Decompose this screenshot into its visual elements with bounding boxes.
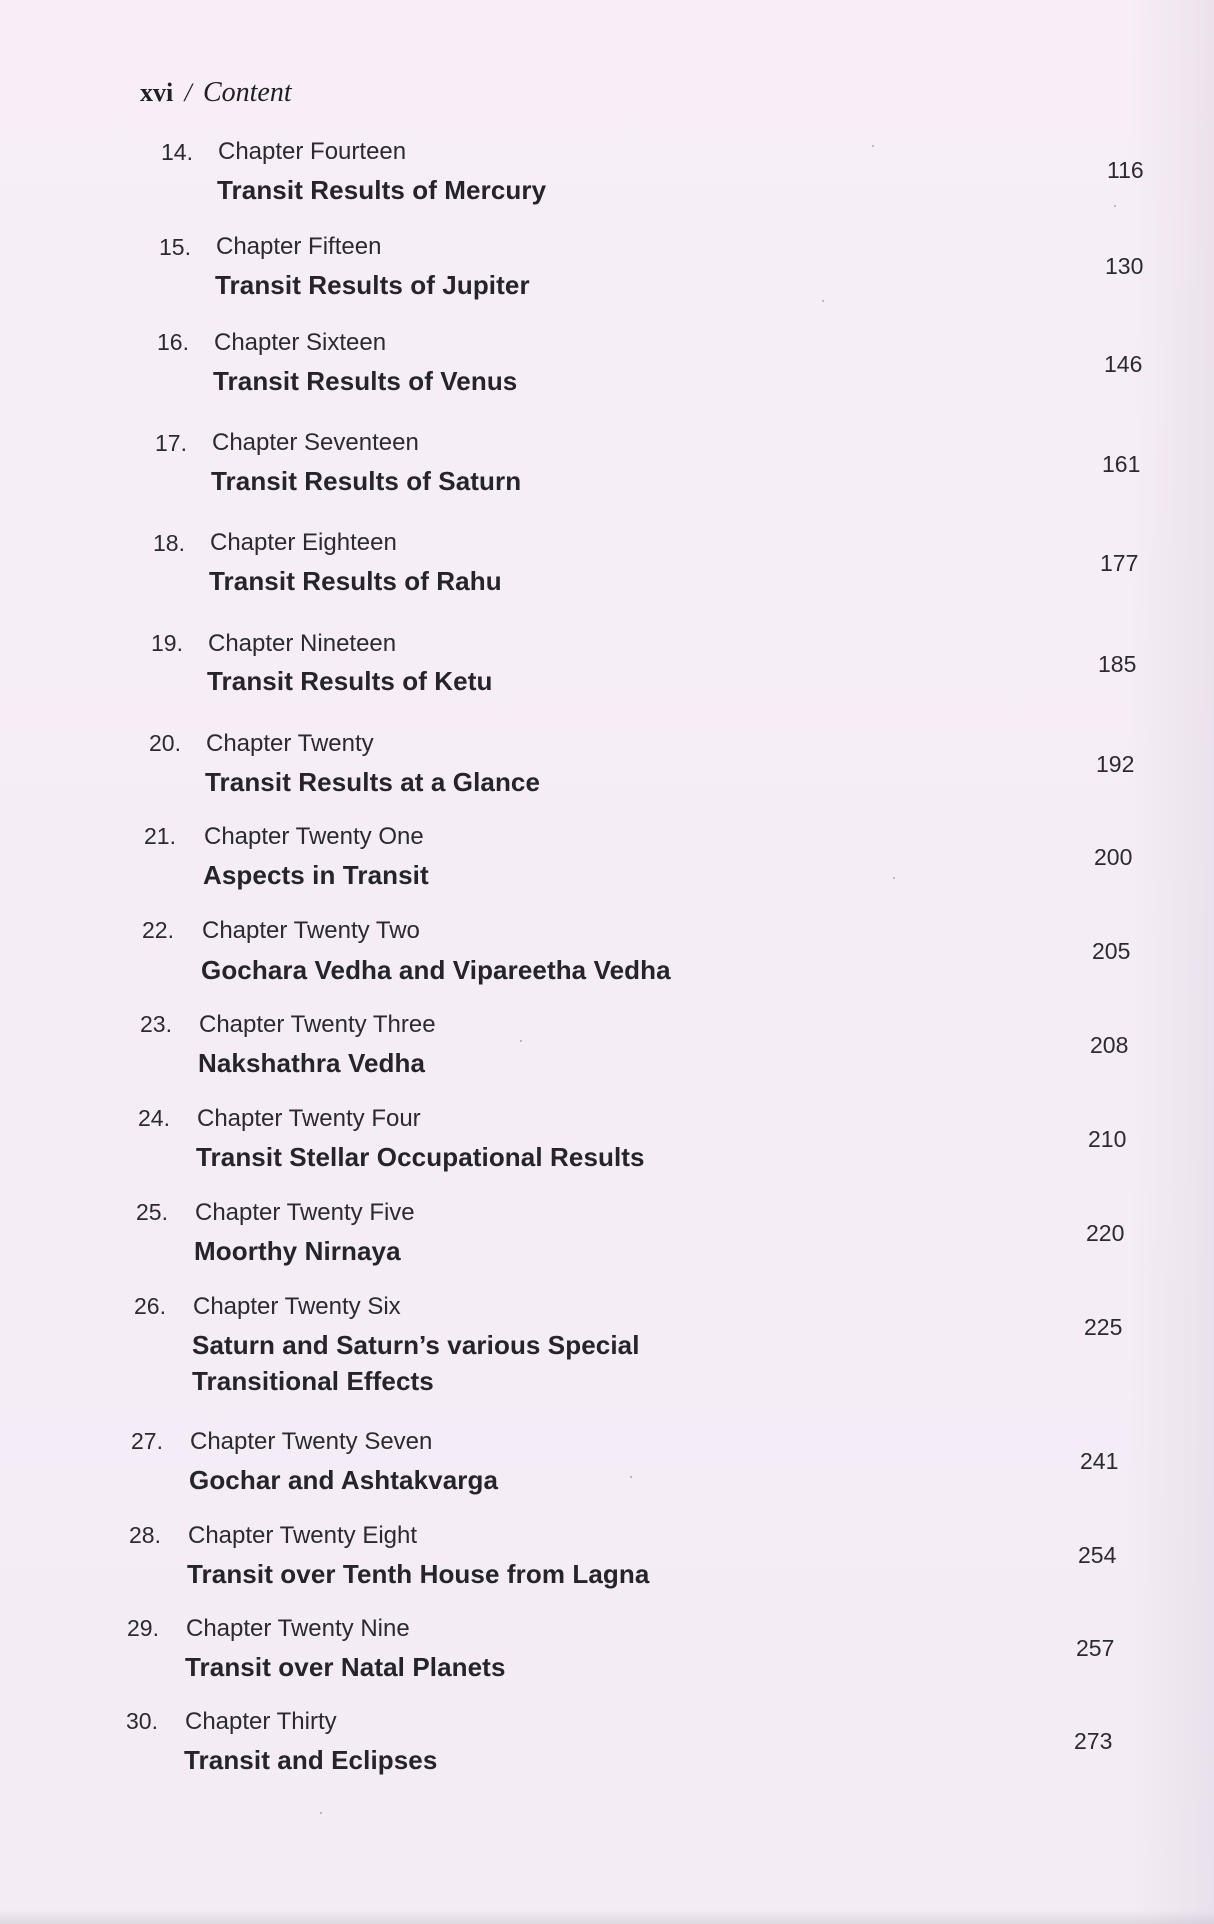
chapter-title: Aspects in Transit bbox=[203, 860, 429, 890]
chapter-title: Transit Results of Mercury bbox=[217, 175, 547, 205]
chapter-label: Chapter Twenty Three bbox=[199, 1011, 436, 1038]
chapter-number: 28. bbox=[129, 1522, 161, 1548]
chapter-title: Transit over Tenth House from Lagna bbox=[187, 1559, 650, 1589]
scan-speck bbox=[520, 1040, 522, 1042]
chapter-label: Chapter Twenty Five bbox=[195, 1199, 415, 1226]
chapter-number: 21. bbox=[144, 823, 176, 849]
page-edge bbox=[0, 1910, 1214, 1924]
chapter-label: Chapter Eighteen bbox=[210, 529, 397, 556]
page-number: 257 bbox=[1076, 1635, 1115, 1661]
chapter-number: 23. bbox=[140, 1011, 172, 1037]
page-number: 220 bbox=[1086, 1220, 1125, 1246]
chapter-title: Gochar and Ashtakvarga bbox=[189, 1465, 499, 1495]
chapter-number: 20. bbox=[149, 730, 181, 756]
page-number: 210 bbox=[1088, 1126, 1127, 1152]
scan-speck bbox=[1114, 205, 1116, 207]
page-folio: xvi bbox=[140, 78, 174, 107]
chapter-number: 17. bbox=[155, 430, 187, 456]
page-number: 185 bbox=[1098, 651, 1137, 677]
chapter-number: 16. bbox=[157, 329, 189, 355]
page-number: 225 bbox=[1084, 1314, 1123, 1340]
scan-speck bbox=[630, 1476, 632, 1478]
scan-speck bbox=[320, 1812, 322, 1814]
chapter-number: 22. bbox=[142, 917, 174, 943]
chapter-label: Chapter Fourteen bbox=[218, 138, 407, 165]
chapter-title: Saturn and Saturn’s various Special bbox=[192, 1330, 640, 1360]
chapter-number: 30. bbox=[126, 1708, 158, 1734]
chapter-number: 18. bbox=[153, 530, 185, 556]
page-number: 241 bbox=[1080, 1448, 1119, 1474]
page-number: 208 bbox=[1090, 1032, 1129, 1058]
page-number: 254 bbox=[1078, 1542, 1117, 1568]
section-title: Content bbox=[202, 77, 292, 108]
chapter-number: 24. bbox=[138, 1105, 170, 1131]
chapter-title-continued: Transitional Effects bbox=[192, 1366, 434, 1396]
chapter-number: 19. bbox=[151, 630, 183, 656]
chapter-title: Transit Results of Jupiter bbox=[215, 270, 530, 300]
page-number: 177 bbox=[1100, 550, 1139, 576]
chapter-title: Transit Results of Rahu bbox=[209, 566, 502, 596]
page-number: 273 bbox=[1074, 1728, 1113, 1754]
chapter-title: Moorthy Nirnaya bbox=[194, 1236, 401, 1266]
chapter-title: Transit Results at a Glance bbox=[205, 767, 541, 797]
chapter-number: 15. bbox=[159, 234, 191, 260]
chapter-title: Transit Results of Saturn bbox=[211, 466, 522, 496]
page-number: 146 bbox=[1104, 351, 1143, 377]
chapter-label: Chapter Twenty Seven bbox=[190, 1428, 433, 1455]
chapter-label: Chapter Fifteen bbox=[216, 233, 382, 260]
chapter-label: Chapter Twenty Eight bbox=[188, 1522, 418, 1549]
chapter-label: Chapter Sixteen bbox=[214, 329, 387, 356]
chapter-title: Transit and Eclipses bbox=[184, 1745, 438, 1775]
page-number: 116 bbox=[1107, 157, 1144, 183]
chapter-number: 29. bbox=[127, 1615, 159, 1641]
scan-speck bbox=[872, 145, 874, 147]
chapter-title: Transit Results of Ketu bbox=[207, 666, 493, 696]
scan-speck bbox=[822, 300, 824, 302]
chapter-label: Chapter Twenty Six bbox=[193, 1293, 401, 1320]
chapter-title: Gochara Vedha and Vipareetha Vedha bbox=[201, 955, 671, 985]
chapter-label: Chapter Nineteen bbox=[208, 630, 397, 657]
chapter-label: Chapter Thirty bbox=[185, 1708, 337, 1735]
chapter-number: 26. bbox=[134, 1293, 166, 1319]
chapter-title: Transit Stellar Occupational Results bbox=[196, 1142, 645, 1172]
page-number: 205 bbox=[1092, 938, 1131, 964]
page-number: 192 bbox=[1096, 751, 1135, 777]
chapter-number: 27. bbox=[131, 1428, 163, 1454]
page-number: 130 bbox=[1105, 253, 1144, 279]
page-number: 200 bbox=[1094, 844, 1133, 870]
chapter-label: Chapter Seventeen bbox=[212, 429, 419, 456]
chapter-label: Chapter Twenty Nine bbox=[186, 1615, 410, 1642]
chapter-label: Chapter Twenty bbox=[206, 730, 374, 757]
page-number: 161 bbox=[1102, 451, 1141, 477]
chapter-title: Nakshathra Vedha bbox=[198, 1048, 426, 1078]
running-head bbox=[140, 76, 292, 109]
chapter-label: Chapter Twenty One bbox=[204, 823, 424, 850]
chapter-number: 14. bbox=[161, 139, 193, 165]
chapter-label: Chapter Twenty Two bbox=[202, 917, 420, 944]
chapter-number: 25. bbox=[136, 1199, 168, 1225]
chapter-label: Chapter Twenty Four bbox=[197, 1105, 421, 1132]
chapter-title: Transit over Natal Planets bbox=[185, 1652, 506, 1682]
scan-speck bbox=[893, 877, 895, 879]
running-head-separator: / bbox=[184, 78, 192, 107]
chapter-title: Transit Results of Venus bbox=[213, 366, 518, 396]
